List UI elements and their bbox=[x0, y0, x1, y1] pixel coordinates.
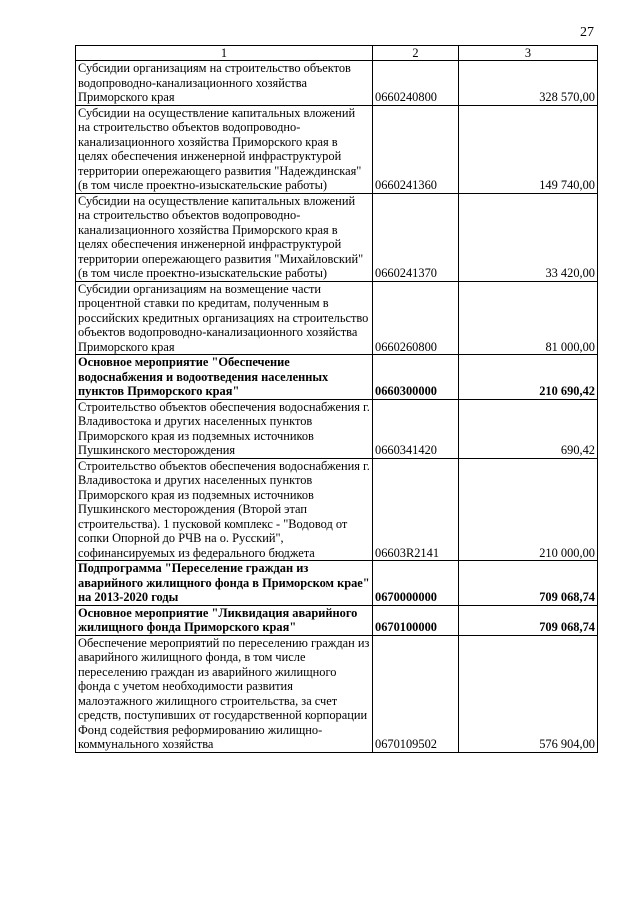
table-row-subprogram bbox=[76, 561, 598, 606]
row-amount: 576 904,00 bbox=[459, 635, 598, 752]
row-amount: 81 000,00 bbox=[459, 281, 598, 355]
table-row bbox=[76, 458, 598, 561]
row-code: 0670109502 bbox=[373, 635, 459, 752]
row-amount: 33 420,00 bbox=[459, 193, 598, 281]
header-col-1: 1 bbox=[76, 46, 373, 61]
row-amount: 210 000,00 bbox=[459, 458, 598, 561]
row-code: 0660240800 bbox=[373, 61, 459, 106]
row-name: Строительство объектов обеспечения водоснабжения г. Владивостока и других населенных пунктов Приморского края из подземных источников Пушкинского месторождения bbox=[76, 399, 373, 458]
header-col-3: 3 bbox=[459, 46, 598, 61]
row-name: Обеспечение мероприятий по переселению граждан из аварийного жилищного фонда, в том числе переселению граждан из аварийного жилищного фонда с учетом необходимости развития малоэтажного жилищного строительства, за счет средств, поступивших от государственной корпорации Фонд содействия реформированию жилищно-коммунального хозяйства bbox=[76, 635, 373, 752]
row-amount: 690,42 bbox=[459, 399, 598, 458]
row-amount: 149 740,00 bbox=[459, 105, 598, 193]
table-header-row bbox=[76, 46, 598, 61]
table-row-main-activity bbox=[76, 355, 598, 400]
row-code: 0660260800 bbox=[373, 281, 459, 355]
row-amount: 709 068,74 bbox=[459, 561, 598, 606]
row-code: 06603R2141 bbox=[373, 458, 459, 561]
row-name: Субсидии на осуществление капитальных вложений на строительство объектов водопроводно-канализационного хозяйства Приморского края в целях обеспечения инженерной инфраструктурой территории опережающего развития "Надеждинская" (в том числе проектно-изыскательские работы) bbox=[76, 105, 373, 193]
row-code: 0660241370 bbox=[373, 193, 459, 281]
row-name: Субсидии на осуществление капитальных вложений на строительство объектов водопроводно-канализационного хозяйства Приморского края в целях обеспечения инженерной инфраструктурой территории опережающего развития "Михайловский" (в том числе проектно-изыскательские работы) bbox=[76, 193, 373, 281]
row-name: Основное мероприятие "Обеспечение водоснабжения и водоотведения населенных пунктов Приморского края" bbox=[76, 355, 373, 400]
row-name: Подпрограмма "Переселение граждан из аварийного жилищного фонда в Приморском крае" на 2013-2020 годы bbox=[76, 561, 373, 606]
row-name: Основное мероприятие "Ликвидация аварийного жилищного фонда Приморского края" bbox=[76, 605, 373, 635]
table-row bbox=[76, 635, 598, 752]
table-row bbox=[76, 61, 598, 106]
page-number: 27 bbox=[580, 25, 594, 40]
row-code: 0670000000 bbox=[373, 561, 459, 606]
table-row bbox=[76, 193, 598, 281]
row-amount: 709 068,74 bbox=[459, 605, 598, 635]
row-code: 0660341420 bbox=[373, 399, 459, 458]
budget-table bbox=[75, 45, 598, 753]
table-row-main-activity bbox=[76, 605, 598, 635]
row-code: 0660300000 bbox=[373, 355, 459, 400]
row-name: Субсидии организациям на возмещение части процентной ставки по кредитам, полученным в российских кредитных организациях на строительство объектов водопроводно-канализационного хозяйства Приморского края bbox=[76, 281, 373, 355]
row-name: Субсидии организациям на строительство объектов водопроводно-канализационного хозяйства Приморского края bbox=[76, 61, 373, 106]
header-col-2: 2 bbox=[373, 46, 459, 61]
row-amount: 328 570,00 bbox=[459, 61, 598, 106]
row-name: Строительство объектов обеспечения водоснабжения г. Владивостока и других населенных пунктов Приморского края из подземных источников Пушкинского месторождения (Второй этап строительства). 1 пусковой комплекс - "Водовод от сопки Опорной до РЧВ на о. Русский", софинансируемых из федерального бюджета bbox=[76, 458, 373, 561]
row-amount: 210 690,42 bbox=[459, 355, 598, 400]
table-row bbox=[76, 281, 598, 355]
row-code: 0660241360 bbox=[373, 105, 459, 193]
table-row bbox=[76, 105, 598, 193]
row-code: 0670100000 bbox=[373, 605, 459, 635]
table-row bbox=[76, 399, 598, 458]
